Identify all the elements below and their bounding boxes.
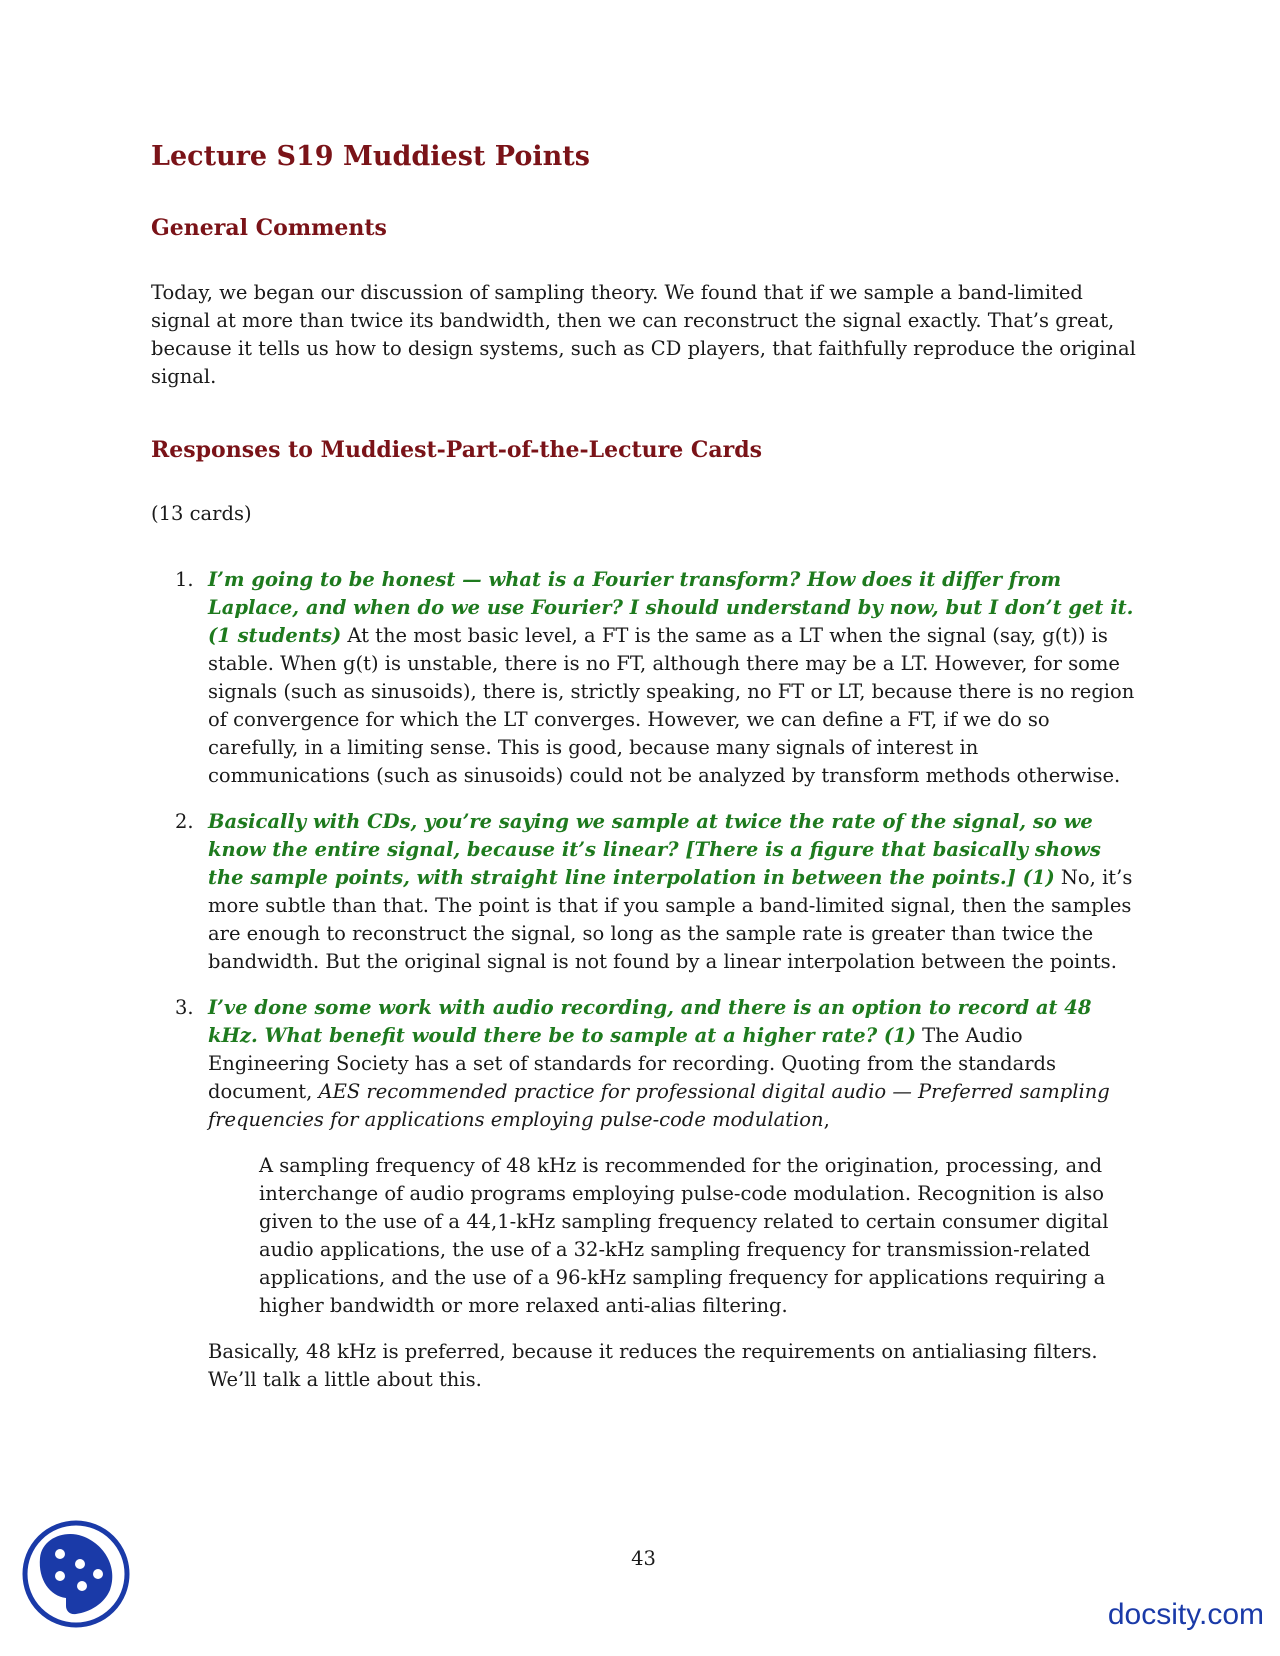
answer-text: At the most basic level, a FT is the same as a LT when the signal (say, g(t)) is stable. When g(t) is unstable, there is no FT, although there may be a LT. However, for some signals (such as sinusoids), there is, strictly speaking, no FT or LT, because there is no region of convergence for which the LT converges. However, we can define a FT, if we do so carefully, in a limiting sense. This is good, because many signals of interest in communications (such as sinusoids) could not be analyzed by transform methods otherwise. bbox=[208, 624, 1135, 787]
question-text: Basically with CDs, you’re saying we sample at twice the rate of the signal, so we know the entire signal, because it’s linear? [There is a figure that basically shows the sample points, with straight line interpolation in between the points.] (1) bbox=[208, 810, 1101, 889]
item-number: 1. bbox=[175, 568, 194, 591]
list-item bbox=[151, 566, 1136, 790]
item-number: 2. bbox=[175, 810, 194, 833]
list-item bbox=[151, 808, 1136, 976]
general-comments-text: Today, we began our discussion of sampling theory. We found that if we sample a band-limited signal at more than twice its bandwidth, then we can reconstruct the signal exactly. That’s great, because it tells us how to design systems, such as CD players, that faithfully reproduce the original signal. bbox=[151, 281, 1136, 388]
docsity-logo-icon[interactable] bbox=[20, 1518, 132, 1630]
page-title: Lecture S19 Muddiest Points bbox=[151, 141, 590, 172]
responses-heading: Responses to Muddiest-Part-of-the-Lecture Cards bbox=[151, 437, 763, 463]
closing-text: Basically, 48 kHz is preferred, because it reduces the requirements on antialiasing filters. We’ll talk a little about this. bbox=[208, 1340, 1098, 1391]
page-number: 43 bbox=[631, 1547, 656, 1570]
question-text: I’m going to be honest — what is a Fourier transform? How does it differ from Laplace, and when do we use Fourier? I should understand by now, but I don’t get it. (1 students) bbox=[208, 568, 1134, 647]
list-item bbox=[151, 994, 1136, 1394]
question-text: I’ve done some work with audio recording, and there is an option to record at 48 kHz. What benefit would there be to sample at a higher rate? (1) bbox=[208, 996, 1092, 1047]
general-comments-heading: General Comments bbox=[151, 215, 387, 241]
card-count: (13 cards) bbox=[151, 502, 252, 525]
answer-text: No, it’s more subtle than that. The point is that if you sample a band-limited signal, then the samples are enough to reconstruct the signal, so long as the sample rate is greater than twice the bandwidth. But the original signal is not found by a linear interpolation between the points. bbox=[208, 866, 1133, 973]
standards-quote: A sampling frequency of 48 kHz is recommended for the origination, processing, and interchange of audio programs employing pulse-code modulation. Recognition is also given to the use of a 44,1-kHz sampling frequency related to certain consumer digital audio applications, the use of a 32-kHz sampling frequency for transmission-related applications, and the use of a 96-kHz sampling frequency for applications requiring a higher bandwidth or more relaxed anti-alias filtering. bbox=[259, 1154, 1109, 1317]
item-number: 3. bbox=[175, 996, 194, 1019]
docsity-brand[interactable]: docsity.com bbox=[1107, 1598, 1264, 1631]
answer-text: The Audio Engineering Society has a set of standards for recording. Quoting from the standards document, bbox=[208, 1024, 1057, 1103]
citation-suffix: , bbox=[823, 1108, 830, 1131]
citation-text: AES recommended practice for professional digital audio — Preferred sampling frequencies for applications employing pulse-code modulation bbox=[208, 1080, 1110, 1131]
responses-list bbox=[151, 566, 1136, 1412]
